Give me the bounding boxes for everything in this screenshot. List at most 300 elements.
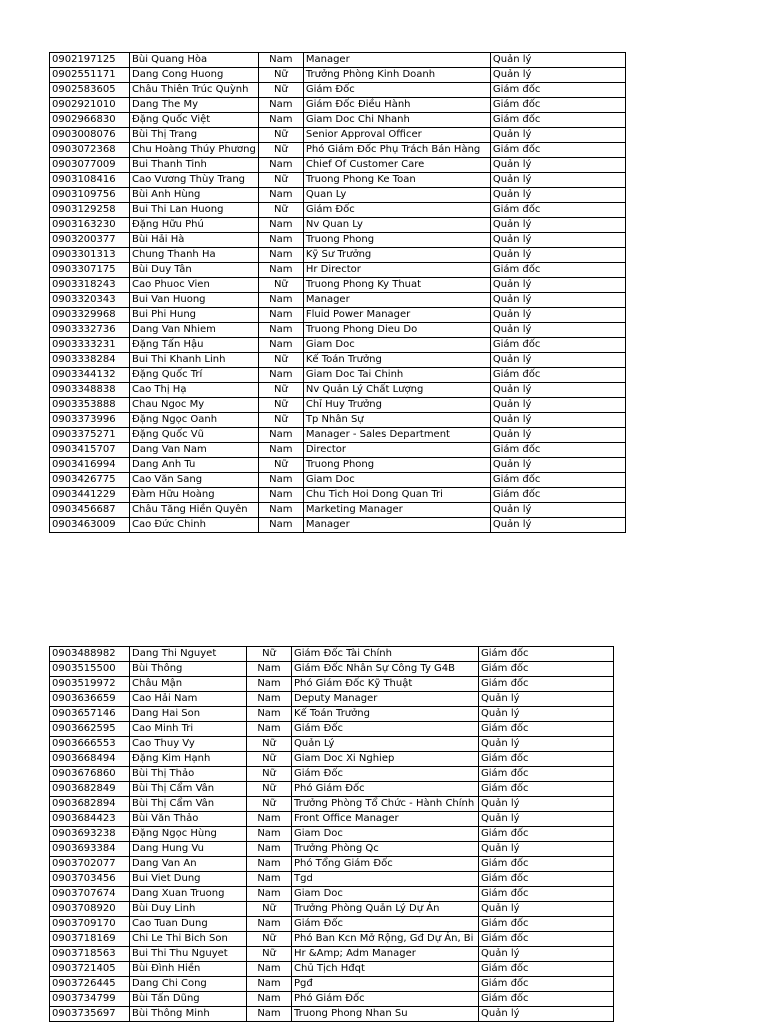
gender-cell: Nam xyxy=(258,98,303,113)
phone-cell: 0903108416 xyxy=(50,173,130,188)
gender-cell: Nam xyxy=(258,488,303,503)
title-cell: Phó Ban Kcn Mở Rộng, Gđ Dự Án, Bi xyxy=(292,932,479,947)
phone-cell: 0903129258 xyxy=(50,203,130,218)
gender-cell: Nữ xyxy=(247,797,292,812)
phone-cell: 0903735697 xyxy=(50,1007,130,1022)
role-cell: Giám đốc xyxy=(479,932,614,947)
title-cell: Nv Quản Lý Chất Lượng xyxy=(303,383,490,398)
phone-cell: 0903682894 xyxy=(50,797,130,812)
name-cell: Dang Thi Nguyet xyxy=(130,647,247,662)
role-cell: Quản lý xyxy=(490,173,625,188)
phone-cell: 0903318243 xyxy=(50,278,130,293)
phone-cell: 0902583605 xyxy=(50,83,130,98)
gender-cell: Nữ xyxy=(258,278,303,293)
table-row xyxy=(50,413,626,428)
role-cell: Quản lý xyxy=(479,707,614,722)
table-row xyxy=(50,353,626,368)
table-row xyxy=(50,947,614,962)
name-cell: Dang Cong Huong xyxy=(130,68,259,83)
gender-cell: Nam xyxy=(247,677,292,692)
title-cell: Truong Phong Ky Thuat xyxy=(303,278,490,293)
table-row xyxy=(50,518,626,533)
role-cell: Giám đốc xyxy=(490,263,625,278)
name-cell: Châu Tăng Hiền Quyên xyxy=(130,503,259,518)
phone-cell: 0903456687 xyxy=(50,503,130,518)
role-cell: Giám đốc xyxy=(479,677,614,692)
table-row xyxy=(50,383,626,398)
title-cell: Truong Phong Nhan Su xyxy=(292,1007,479,1022)
table-row xyxy=(50,128,626,143)
title-cell: Giam Doc xyxy=(292,887,479,902)
table-row xyxy=(50,722,614,737)
gender-cell: Nữ xyxy=(247,902,292,917)
role-cell: Quản lý xyxy=(490,398,625,413)
role-cell: Quản lý xyxy=(490,458,625,473)
gender-cell: Nữ xyxy=(258,353,303,368)
name-cell: Cao Văn Sang xyxy=(130,473,259,488)
gender-cell: Nam xyxy=(247,992,292,1007)
gender-cell: Nam xyxy=(258,473,303,488)
table-row xyxy=(50,902,614,917)
gender-cell: Nam xyxy=(247,842,292,857)
name-cell: Đặng Ngọc Hùng xyxy=(130,827,247,842)
role-cell: Giám đốc xyxy=(479,782,614,797)
name-cell: Đặng Quốc Việt xyxy=(130,113,259,128)
phone-cell: 0903307175 xyxy=(50,263,130,278)
phone-cell: 0903008076 xyxy=(50,128,130,143)
role-cell: Quản lý xyxy=(490,428,625,443)
gender-cell: Nam xyxy=(247,1007,292,1022)
table-row xyxy=(50,263,626,278)
title-cell: Front Office Manager xyxy=(292,812,479,827)
name-cell: Dang Van Nam xyxy=(130,443,259,458)
gender-cell: Nam xyxy=(258,308,303,323)
phone-cell: 0903375271 xyxy=(50,428,130,443)
title-cell: Marketing Manager xyxy=(303,503,490,518)
title-cell: Truong Phong xyxy=(303,233,490,248)
title-cell: Tgd xyxy=(292,872,479,887)
phone-cell: 0903333231 xyxy=(50,338,130,353)
gender-cell: Nữ xyxy=(247,767,292,782)
gender-cell: Nữ xyxy=(247,737,292,752)
title-cell: Pgđ xyxy=(292,977,479,992)
gender-cell: Nam xyxy=(258,338,303,353)
gender-cell: Nam xyxy=(258,233,303,248)
role-cell: Quản lý xyxy=(490,323,625,338)
phone-cell: 0902921010 xyxy=(50,98,130,113)
title-cell: Chỉ Huy Trưởng xyxy=(303,398,490,413)
gender-cell: Nam xyxy=(258,158,303,173)
table-row xyxy=(50,368,626,383)
title-cell: Truong Phong Dieu Do xyxy=(303,323,490,338)
role-cell: Giám đốc xyxy=(490,203,625,218)
phone-cell: 0903109756 xyxy=(50,188,130,203)
phone-cell: 0903373996 xyxy=(50,413,130,428)
role-cell: Giám đốc xyxy=(479,647,614,662)
title-cell: Trưởng Phòng Tổ Chức - Hành Chính xyxy=(292,797,479,812)
gender-cell: Nữ xyxy=(247,782,292,797)
table-row xyxy=(50,1007,614,1022)
contacts-table-2 xyxy=(49,646,614,1022)
gender-cell: Nữ xyxy=(258,68,303,83)
role-cell: Giám đốc xyxy=(479,917,614,932)
name-cell: Bui Thi Lan Huong xyxy=(130,203,259,218)
name-cell: Bùi Thị Cẩm Vân xyxy=(130,797,247,812)
gender-cell: Nam xyxy=(247,857,292,872)
title-cell: Quan Ly xyxy=(303,188,490,203)
table-row xyxy=(50,248,626,263)
table-row xyxy=(50,113,626,128)
phone-cell: 0903072368 xyxy=(50,143,130,158)
name-cell: Bùi Thông Minh xyxy=(130,1007,247,1022)
phone-cell: 0903301313 xyxy=(50,248,130,263)
table-row xyxy=(50,398,626,413)
title-cell: Kỹ Sư Trưởng xyxy=(303,248,490,263)
phone-cell: 0903636659 xyxy=(50,692,130,707)
name-cell: Dang Chi Cong xyxy=(130,977,247,992)
phone-cell: 0903338284 xyxy=(50,353,130,368)
phone-cell: 0903702077 xyxy=(50,857,130,872)
gender-cell: Nữ xyxy=(247,947,292,962)
title-cell: Hr &Amp; Adm Manager xyxy=(292,947,479,962)
gender-cell: Nam xyxy=(258,53,303,68)
name-cell: Bui Viet Dung xyxy=(130,872,247,887)
phone-cell: 0903329968 xyxy=(50,308,130,323)
table-row xyxy=(50,173,626,188)
name-cell: Bùi Duy Tân xyxy=(130,263,259,278)
gender-cell: Nam xyxy=(247,977,292,992)
phone-cell: 0903707674 xyxy=(50,887,130,902)
title-cell: Truong Phong Ke Toan xyxy=(303,173,490,188)
gender-cell: Nam xyxy=(258,248,303,263)
table-body xyxy=(50,647,614,1022)
title-cell: Giam Doc xyxy=(303,338,490,353)
role-cell: Giám đốc xyxy=(479,962,614,977)
table-row xyxy=(50,443,626,458)
phone-cell: 0902966830 xyxy=(50,113,130,128)
gender-cell: Nữ xyxy=(258,413,303,428)
title-cell: Trưởng Phòng Quản Lý Dự Án xyxy=(292,902,479,917)
name-cell: Bùi Thị Trang xyxy=(130,128,259,143)
phone-cell: 0902551171 xyxy=(50,68,130,83)
title-cell: Giám Đốc Tài Chính xyxy=(292,647,479,662)
table-row xyxy=(50,707,614,722)
table-row xyxy=(50,293,626,308)
name-cell: Cao Hải Nam xyxy=(130,692,247,707)
table-row xyxy=(50,338,626,353)
title-cell: Tp Nhân Sự xyxy=(303,413,490,428)
table-row xyxy=(50,83,626,98)
phone-cell: 0903348838 xyxy=(50,383,130,398)
name-cell: Đặng Kim Hạnh xyxy=(130,752,247,767)
name-cell: Châu Thiên Trúc Quỳnh xyxy=(130,83,259,98)
phone-cell: 0903344132 xyxy=(50,368,130,383)
table-row xyxy=(50,323,626,338)
table-row xyxy=(50,488,626,503)
role-cell: Giám đốc xyxy=(479,722,614,737)
title-cell: Manager xyxy=(303,518,490,533)
name-cell: Chu Hoàng Thúy Phương xyxy=(130,143,259,158)
title-cell: Manager xyxy=(303,53,490,68)
phone-cell: 0903718563 xyxy=(50,947,130,962)
table-row xyxy=(50,992,614,1007)
title-cell: Phó Giám Đốc Kỹ Thuật xyxy=(292,677,479,692)
table-row xyxy=(50,677,614,692)
title-cell: Senior Approval Officer xyxy=(303,128,490,143)
phone-cell: 0903676860 xyxy=(50,767,130,782)
gender-cell: Nam xyxy=(247,827,292,842)
role-cell: Quản lý xyxy=(490,503,625,518)
name-cell: Bùi Anh Hùng xyxy=(130,188,259,203)
phone-cell: 0903657146 xyxy=(50,707,130,722)
name-cell: Bùi Thị Thảo xyxy=(130,767,247,782)
phone-cell: 0903708920 xyxy=(50,902,130,917)
table-row xyxy=(50,68,626,83)
table-row xyxy=(50,98,626,113)
gender-cell: Nam xyxy=(258,188,303,203)
name-cell: Cao Tuan Dung xyxy=(130,917,247,932)
title-cell: Giám Đốc Nhân Sự Công Ty G4B xyxy=(292,662,479,677)
role-cell: Quản lý xyxy=(479,812,614,827)
phone-cell: 0903718169 xyxy=(50,932,130,947)
gender-cell: Nam xyxy=(258,503,303,518)
name-cell: Chau Ngoc My xyxy=(130,398,259,413)
role-cell: Quản lý xyxy=(479,797,614,812)
phone-cell: 0903682849 xyxy=(50,782,130,797)
phone-cell: 0903320343 xyxy=(50,293,130,308)
gender-cell: Nữ xyxy=(258,458,303,473)
role-cell: Quản lý xyxy=(490,128,625,143)
title-cell: Director xyxy=(303,443,490,458)
title-cell: Chu Tich Hoi Dong Quan Tri xyxy=(303,488,490,503)
table-row xyxy=(50,932,614,947)
role-cell: Quản lý xyxy=(479,842,614,857)
phone-cell: 0903734799 xyxy=(50,992,130,1007)
gender-cell: Nam xyxy=(258,518,303,533)
table-row xyxy=(50,797,614,812)
gender-cell: Nam xyxy=(258,263,303,278)
phone-cell: 0902197125 xyxy=(50,53,130,68)
table-row xyxy=(50,692,614,707)
title-cell: Deputy Manager xyxy=(292,692,479,707)
role-cell: Quản lý xyxy=(490,53,625,68)
title-cell: Chủ Tịch Hđqt xyxy=(292,962,479,977)
name-cell: Châu Mận xyxy=(130,677,247,692)
name-cell: Bùi Quang Hòa xyxy=(130,53,259,68)
title-cell: Giám Đốc xyxy=(292,767,479,782)
title-cell: Giám Đốc xyxy=(303,203,490,218)
phone-cell: 0903703456 xyxy=(50,872,130,887)
role-cell: Giám đốc xyxy=(479,872,614,887)
table-row xyxy=(50,188,626,203)
gender-cell: Nam xyxy=(247,812,292,827)
role-cell: Quản lý xyxy=(490,158,625,173)
title-cell: Truong Phong xyxy=(303,458,490,473)
gender-cell: Nam xyxy=(247,662,292,677)
name-cell: Bùi Hải Hà xyxy=(130,233,259,248)
name-cell: Bui Phi Hung xyxy=(130,308,259,323)
role-cell: Quản lý xyxy=(490,233,625,248)
name-cell: Dang Hai Son xyxy=(130,707,247,722)
gender-cell: Nữ xyxy=(258,143,303,158)
phone-cell: 0903693384 xyxy=(50,842,130,857)
table-row xyxy=(50,458,626,473)
title-cell: Giam Doc xyxy=(292,827,479,842)
role-cell: Giám đốc xyxy=(490,368,625,383)
phone-cell: 0903163230 xyxy=(50,218,130,233)
phone-cell: 0903693238 xyxy=(50,827,130,842)
table-row xyxy=(50,782,614,797)
phone-cell: 0903426775 xyxy=(50,473,130,488)
table-row xyxy=(50,752,614,767)
table-row xyxy=(50,662,614,677)
gender-cell: Nữ xyxy=(247,932,292,947)
role-cell: Quản lý xyxy=(490,518,625,533)
name-cell: Bui Thi Khanh Linh xyxy=(130,353,259,368)
title-cell: Giám Đốc xyxy=(303,83,490,98)
role-cell: Giám đốc xyxy=(490,143,625,158)
gender-cell: Nữ xyxy=(258,383,303,398)
role-cell: Giám đốc xyxy=(490,443,625,458)
role-cell: Quản lý xyxy=(479,737,614,752)
phone-cell: 0903488982 xyxy=(50,647,130,662)
title-cell: Giam Doc Tai Chinh xyxy=(303,368,490,383)
name-cell: Cao Đức Chinh xyxy=(130,518,259,533)
phone-cell: 0903519972 xyxy=(50,677,130,692)
gender-cell: Nam xyxy=(258,113,303,128)
role-cell: Giám đốc xyxy=(479,752,614,767)
role-cell: Quản lý xyxy=(490,413,625,428)
title-cell: Manager xyxy=(303,293,490,308)
name-cell: Dang Hung Vu xyxy=(130,842,247,857)
gender-cell: Nữ xyxy=(258,128,303,143)
title-cell: Nv Quan Ly xyxy=(303,218,490,233)
table-row xyxy=(50,503,626,518)
phone-cell: 0903662595 xyxy=(50,722,130,737)
title-cell: Kế Toán Trưởng xyxy=(303,353,490,368)
table-row xyxy=(50,962,614,977)
phone-cell: 0903353888 xyxy=(50,398,130,413)
table-row xyxy=(50,812,614,827)
name-cell: Bùi Thông xyxy=(130,662,247,677)
name-cell: Đặng Hữu Phú xyxy=(130,218,259,233)
role-cell: Giám đốc xyxy=(479,977,614,992)
role-cell: Quản lý xyxy=(490,68,625,83)
table-row xyxy=(50,737,614,752)
gender-cell: Nữ xyxy=(258,83,303,98)
title-cell: Giam Doc Chi Nhanh xyxy=(303,113,490,128)
role-cell: Quản lý xyxy=(479,1007,614,1022)
name-cell: Bùi Văn Thảo xyxy=(130,812,247,827)
name-cell: Đặng Quốc Trí xyxy=(130,368,259,383)
title-cell: Kế Toán Trưởng xyxy=(292,707,479,722)
phone-cell: 0903721405 xyxy=(50,962,130,977)
phone-cell: 0903726445 xyxy=(50,977,130,992)
role-cell: Giám đốc xyxy=(490,83,625,98)
phone-cell: 0903684423 xyxy=(50,812,130,827)
gender-cell: Nữ xyxy=(247,752,292,767)
name-cell: Cao Minh Tri xyxy=(130,722,247,737)
title-cell: Giam Doc Xi Nghiep xyxy=(292,752,479,767)
name-cell: Dang The My xyxy=(130,98,259,113)
table-row xyxy=(50,647,614,662)
title-cell: Trưởng Phòng Qc xyxy=(292,842,479,857)
gender-cell: Nam xyxy=(247,872,292,887)
gender-cell: Nữ xyxy=(247,647,292,662)
table-row xyxy=(50,233,626,248)
role-cell: Quản lý xyxy=(490,293,625,308)
title-cell: Giám Đốc Điều Hành xyxy=(303,98,490,113)
role-cell: Quản lý xyxy=(479,947,614,962)
title-cell: Phó Tổng Giám Đốc xyxy=(292,857,479,872)
title-cell: Giám Đốc xyxy=(292,722,479,737)
name-cell: Đặng Quốc Vũ xyxy=(130,428,259,443)
name-cell: Dang Xuan Truong xyxy=(130,887,247,902)
name-cell: Dang Van Nhiem xyxy=(130,323,259,338)
table-row xyxy=(50,308,626,323)
table-row xyxy=(50,158,626,173)
gender-cell: Nam xyxy=(247,887,292,902)
gender-cell: Nữ xyxy=(258,398,303,413)
role-cell: Quản lý xyxy=(479,902,614,917)
title-cell: Phó Giám Đốc xyxy=(292,782,479,797)
role-cell: Quản lý xyxy=(490,278,625,293)
phone-cell: 0903463009 xyxy=(50,518,130,533)
role-cell: Giám đốc xyxy=(490,488,625,503)
table-row xyxy=(50,887,614,902)
role-cell: Giám đốc xyxy=(479,767,614,782)
role-cell: Giám đốc xyxy=(479,857,614,872)
table-row xyxy=(50,278,626,293)
title-cell: Phó Giám Đốc xyxy=(292,992,479,1007)
role-cell: Giám đốc xyxy=(479,992,614,1007)
gender-cell: Nam xyxy=(247,962,292,977)
role-cell: Giám đốc xyxy=(490,98,625,113)
role-cell: Quản lý xyxy=(479,692,614,707)
name-cell: Cao Thuy Vy xyxy=(130,737,247,752)
phone-cell: 0903200377 xyxy=(50,233,130,248)
name-cell: Đặng Ngọc Oanh xyxy=(130,413,259,428)
title-cell: Phó Giám Đốc Phụ Trách Bán Hàng xyxy=(303,143,490,158)
phone-cell: 0903668494 xyxy=(50,752,130,767)
table-row xyxy=(50,203,626,218)
title-cell: Quản Lý xyxy=(292,737,479,752)
gender-cell: Nữ xyxy=(258,173,303,188)
role-cell: Giám đốc xyxy=(490,473,625,488)
table-row xyxy=(50,977,614,992)
name-cell: Dang Anh Tu xyxy=(130,458,259,473)
title-cell: Hr Director xyxy=(303,263,490,278)
title-cell: Chief Of Customer Care xyxy=(303,158,490,173)
role-cell: Quản lý xyxy=(490,353,625,368)
phone-cell: 0903415707 xyxy=(50,443,130,458)
table-row xyxy=(50,842,614,857)
phone-cell: 0903666553 xyxy=(50,737,130,752)
gender-cell: Nam xyxy=(258,218,303,233)
gender-cell: Nam xyxy=(258,293,303,308)
gender-cell: Nam xyxy=(247,707,292,722)
table-row xyxy=(50,872,614,887)
name-cell: Cao Phuoc Vien xyxy=(130,278,259,293)
name-cell: Dang Van An xyxy=(130,857,247,872)
gender-cell: Nam xyxy=(258,443,303,458)
role-cell: Quản lý xyxy=(490,248,625,263)
name-cell: Bui Thanh Tinh xyxy=(130,158,259,173)
name-cell: Cao Vương Thùy Trang xyxy=(130,173,259,188)
phone-cell: 0903332736 xyxy=(50,323,130,338)
gender-cell: Nam xyxy=(247,722,292,737)
phone-cell: 0903441229 xyxy=(50,488,130,503)
